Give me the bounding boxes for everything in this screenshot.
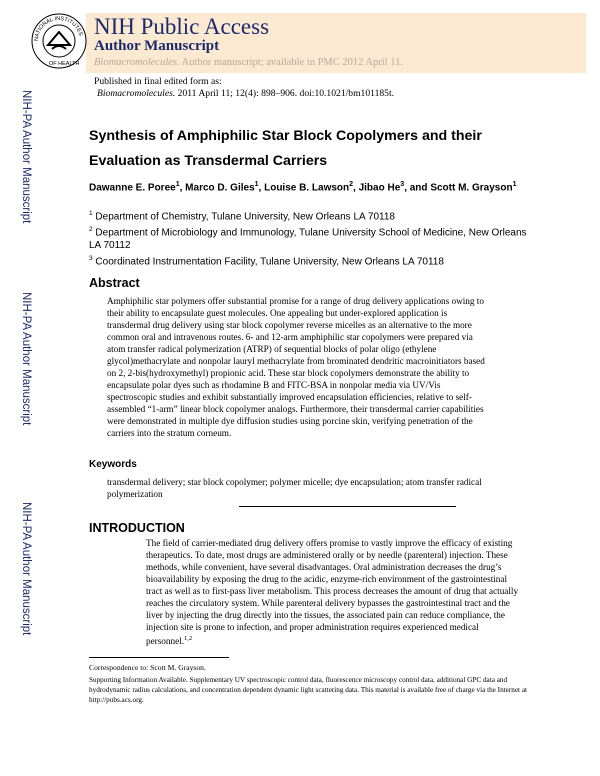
availability-text: Author manuscript; available in PMC 2012 April 11. [179,57,403,68]
sidebar-watermark-1: NIH-PA Author Manuscript [20,90,32,224]
journal-name: Biomacromolecules. [94,57,180,68]
sidebar-watermark-3: NIH-PA Author Manuscript [20,502,32,636]
author-list: Dawanne E. Poree$^1$, Marco D. Giles$^1$, Louise B. Lawson$^2$, Jibao He$^3$, and Scott M. Grayson$^1$ [89,181,517,194]
manuscript-status [94,57,403,68]
reference-superscript: 1,2 [184,635,193,642]
section-divider [239,506,456,507]
abstract-heading: Abstract [89,276,140,290]
author: Scott M. Grayson [430,182,513,194]
affiliation: $^2$ Department of Microbiology and Immunology, Tulane University School of Medicine, New Orleans LA 70112 [89,226,527,251]
author: Jibao He [358,182,401,194]
article-title: Synthesis of Amphiphilic Star Block Copolymers and their Evaluation as Transdermal Carriers [89,128,482,169]
keywords-heading: Keywords [89,459,137,470]
nih-seal-logo [30,12,88,70]
publication-info [94,76,394,100]
pub-citation: 2011 April 11; 12(4): 898–906. doi:10.1021/bm101185t. [175,88,395,99]
supporting-info-note: Supporting Information Available. Supplementary UV spectroscopic control data, fluorescence microscopy control data, additional GPC data and hydrodynamic radius calculations, and concentration dependent dynamic light scattering data. This material is available free of charge via the Internet at http://pubs.acs.org. [89,676,528,704]
pub-journal: Biomacromolecules. [97,88,176,99]
abstract-text: Amphiphilic star polymers offer substantial promise for a range of drug delivery applications owing to their ability to encapsulate guest molecules. One appealing but under-explored application is transdermal drug delivery using star block copolymer reverse micelles as an alternative to the more common oral and intravenous routes. 6- and 12-arm amphiphilic star copolymers were prepared via atom transfer radical polymerization (ATRP) of sequential blocks of polar oligo (ethylene glycol)methacrylate and nonpolar lauryl methacrylate from brominated dendritic macroinitiators based on 2, 2-bis(hydroxymethyl) propionic acid. These star block copolymers demonstrate the ability to encapsulate polar dyes such as rhodamine B and FITC-BSA in nonpolar media via UV/Vis spectroscopic studies and exhibit substantially improved encapsulation efficiencies, relative to self-assembled “1-arm” linear block copolymer analogs. Furthermore, their transdermal carrier capabilities were demonstrated in multiple dye diffusion studies using porcine skin, verifying penetration of the carriers into the stratum corneum. [107,296,485,438]
nih-public-access-title: NIH Public Access [94,14,270,39]
svg-text:NATIONAL INSTITUTES: NATIONAL INSTITUTES [33,15,84,42]
author: Dawanne E. Poree [89,182,176,194]
author: Marco D. Giles [185,182,255,194]
sidebar-watermark-2: NIH-PA Author Manuscript [20,292,32,426]
introduction-text: The field of carrier-mediated drug delivery offers promise to vastly improve the efficacy of existing therapeutics. To date, most drugs are administered orally or by needle (parenteral) injection. These methods, while convenient, have several disadvantages. Oral administration decreases the drug’s bioavailability by exposing the drug to the acidic, enzyme-rich environment of the gastrointestinal tract as well as to first-pass liver metabolism. This process decreases the amount of drug that actually reaches the circulatory system. While parenteral delivery bypasses the gastrointestinal tract and the liver by injecting the drug directly into the tissues, the associated pain can reduce compliance, the injection site is prone to infection, and proper administration requires experienced medical personnel.$^{1,2}$ [146,538,519,647]
affiliation: $^3$ Coordinated Instrumentation Facility, Tulane University, New Orleans LA 70118 [89,255,444,268]
introduction-heading: INTRODUCTION [89,521,185,535]
svg-text:OF HEALTH: OF HEALTH [49,61,80,67]
keywords-text: transdermal delivery; star block copolymer; polymer micelle; dye encapsulation; atom transfer radical polymerization [107,477,482,499]
correspondence-note: Correspondence to: Scott M. Grayson. [89,663,206,672]
published-label: Published in final edited form as: [94,76,222,87]
footnote-rule [89,657,229,658]
author: Louise B. Lawson [264,182,350,194]
affiliation: $^1$ Department of Chemistry, Tulane University, New Orleans LA 70118 [89,210,395,223]
author-manuscript-label: Author Manuscript [94,38,220,54]
